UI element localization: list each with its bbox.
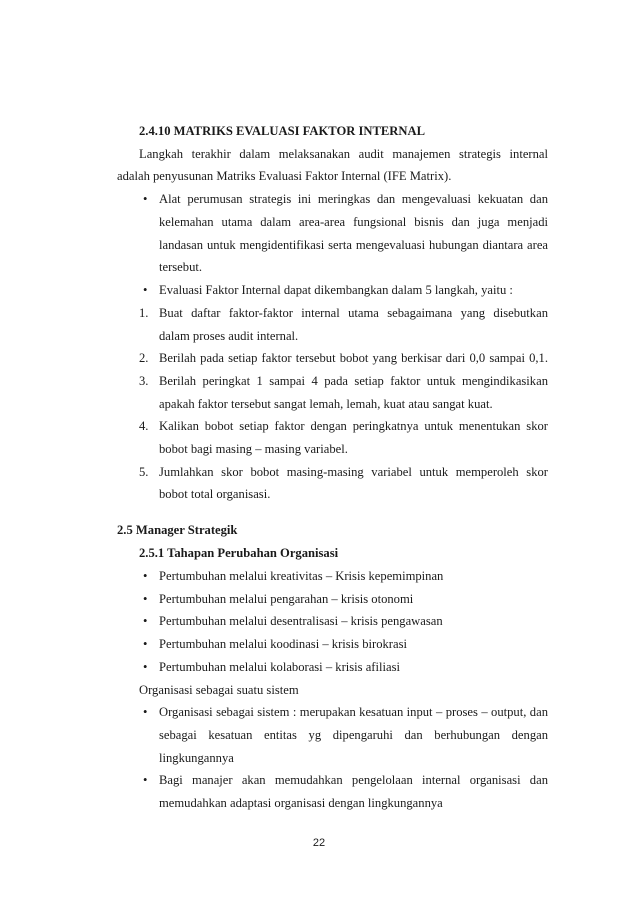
section-heading-2-4-10: 2.4.10 MATRIKS EVALUASI FAKTOR INTERNAL <box>139 124 425 138</box>
bullet-marker: • <box>143 773 148 787</box>
stage-item: Pertumbuhan melalui pengarahan – krisis otonomi <box>159 592 414 606</box>
intro-line-1: Langkah terakhir dalam melaksanakan audit manajemen strategis internal <box>139 147 548 161</box>
bullet1-line: kelemahan utama dalam area-area fungsional bisnis dan juga menjadi <box>159 215 548 229</box>
system-bullet2-line: Bagi manajer akan memudahkan pengelolaan internal organisasi dan <box>159 773 548 787</box>
section-heading-2-5: 2.5 Manager Strategik <box>117 523 238 537</box>
system-bullet1-line: lingkungannya <box>159 751 234 765</box>
system-label: Organisasi sebagai suatu sistem <box>139 683 299 697</box>
bullet1-line: tersebut. <box>159 260 203 274</box>
bullet2-text: Evaluasi Faktor Internal dapat dikembangkan dalam 5 langkah, yaitu : <box>159 283 513 297</box>
bullet-marker: • <box>143 614 148 628</box>
step-3-line: Berilah peringkat 1 sampai 4 pada setiap faktor untuk mengindikasikan <box>159 374 548 388</box>
step-number: 1. <box>139 306 149 320</box>
stage-item: Pertumbuhan melalui kreativitas – Krisis kepemimpinan <box>159 569 444 583</box>
bullet-marker: • <box>143 283 148 297</box>
bullet-marker: • <box>143 592 148 606</box>
step-1-line: Buat daftar faktor-faktor internal utama sebagaimana yang disebutkan <box>159 306 548 320</box>
step-5-line: Jumlahkan skor bobot masing-masing variabel untuk memperoleh skor <box>159 465 548 479</box>
stage-item: Pertumbuhan melalui koodinasi – krisis birokrasi <box>159 637 407 651</box>
system-bullet1-line: sebagai kesatuan entitas yg dipengaruhi dan berhubungan dengan <box>159 728 548 742</box>
bullet-marker: • <box>143 192 148 206</box>
system-bullet1-line: Organisasi sebagai sistem : merupakan kesatuan input – proses – output, dan <box>159 705 548 719</box>
system-bullet2-line: memudahkan adaptasi organisasi dengan lingkungannya <box>159 796 443 810</box>
page-number: 22 <box>312 837 326 849</box>
bullet-marker: • <box>143 705 148 719</box>
step-number: 2. <box>139 351 149 365</box>
step-5-line: bobot total organisasi. <box>159 487 271 501</box>
subsection-heading-2-5-1: 2.5.1 Tahapan Perubahan Organisasi <box>139 546 339 560</box>
bullet-marker: • <box>143 569 148 583</box>
stage-item: Pertumbuhan melalui kolaborasi – krisis afiliasi <box>159 660 400 674</box>
step-4-line: Kalikan bobot setiap faktor dengan peringkatnya untuk menentukan skor <box>159 419 548 433</box>
bullet1-line: Alat perumusan strategis ini meringkas dan mengevaluasi kekuatan dan <box>159 192 548 206</box>
step-2-line: Berilah pada setiap faktor tersebut bobot yang berkisar dari 0,0 sampai 0,1. <box>159 351 548 365</box>
intro-line-2: adalah penyusunan Matriks Evaluasi Faktor Internal (IFE Matrix). <box>117 169 452 183</box>
bullet-marker: • <box>143 660 148 674</box>
step-4-line: bobot bagi masing – masing variabel. <box>159 442 348 456</box>
bullet-marker: • <box>143 637 148 651</box>
step-number: 4. <box>139 419 149 433</box>
step-3-line: apakah faktor tersebut sangat lemah, lemah, kuat atau sangat kuat. <box>159 397 493 411</box>
stage-item: Pertumbuhan melalui desentralisasi – krisis pengawasan <box>159 614 443 628</box>
bullet1-line: landasan untuk mengidentifikasi serta mengevaluasi hubungan diantara area <box>159 238 548 252</box>
step-1-line: dalam proses audit internal. <box>159 329 299 343</box>
step-number: 3. <box>139 374 149 388</box>
step-number: 5. <box>139 465 149 479</box>
